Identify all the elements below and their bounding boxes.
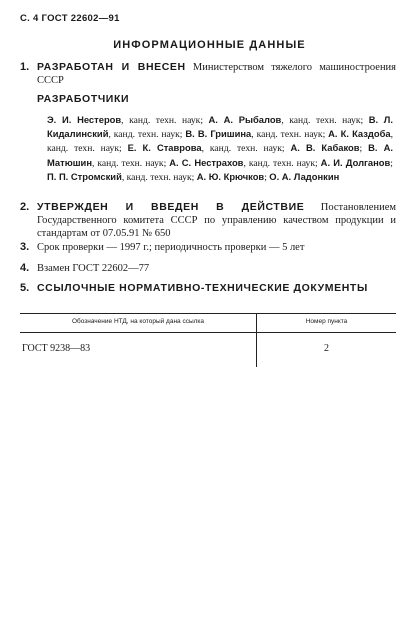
author-name: А. К. Каздоба — [328, 128, 391, 140]
section-4-text: Взамен ГОСТ 22602—77 — [37, 263, 150, 274]
reference-table — [20, 313, 396, 367]
section-3-number: 3. — [20, 241, 30, 253]
author-entry: В. А. Матюшин, канд. техн. наук; — [47, 142, 393, 169]
author-name: В. Л. Кидалинский — [47, 114, 393, 140]
section-5-heading: ССЫЛОЧНЫЕ НОРМАТИВНО-ТЕХНИЧЕСКИЕ ДОКУМЕНТЫ — [37, 282, 368, 294]
author-entry: А. Ю. Крючков; — [196, 170, 270, 183]
header-clause-number: Номер пункта — [257, 314, 397, 333]
author-title: канд. техн. наук — [129, 115, 201, 126]
author-entry — [269, 172, 339, 183]
section-1-heading: РАЗРАБОТАН И ВНЕСЕН — [37, 61, 186, 73]
section-5 — [20, 282, 396, 295]
section-1-text: Министерством тяжелого машиностроения СССР — [37, 62, 397, 86]
author-title: канд. техн. наук — [113, 129, 180, 141]
author-entry: А. А. Рыбалов, канд. техн. наук; — [208, 114, 369, 126]
author-title: канд. техн. наук — [47, 143, 119, 155]
author-name: А. И. Долганов — [320, 156, 391, 168]
author-entry: А. К. Каздоба, канд. техн. наук; — [47, 128, 393, 155]
author-title: канд. техн. наук — [248, 157, 316, 169]
reference-table-header — [20, 314, 396, 333]
author-name: Э. И. Нестеров — [47, 114, 122, 125]
author-name: П. П. Стромский — [47, 170, 122, 182]
author-name: А. С. Нестрахов — [169, 156, 244, 168]
author-entry: В. В. Гришина, канд. техн. наук; — [185, 128, 329, 141]
table-row — [20, 333, 396, 368]
author-title: канд. техн. наук — [209, 143, 282, 155]
section-5-number: 5. — [20, 282, 30, 294]
author-entry: П. П. Стромский, канд. техн. наук; — [47, 170, 197, 183]
author-name: А. А. Рыбалов — [208, 114, 282, 125]
section-2-heading: УТВЕРЖДЕН И ВВЕДЕН В ДЕЙСТВИЕ — [37, 201, 305, 213]
section-3-text: Срок проверки — 1997 г.; периодичность проверки — 5 лет — [37, 242, 305, 253]
author-name: О. А. Ладонкин — [269, 170, 340, 182]
author-entry: А. И. Долганов; — [320, 156, 393, 169]
author-title: канд. техн. наук — [126, 171, 192, 183]
author-entry: А. В. Кабаков; — [290, 142, 369, 155]
section-3 — [20, 241, 396, 254]
authors-list — [47, 113, 393, 184]
section-2 — [20, 201, 396, 240]
running-head: С. 4 ГОСТ 22602—91 — [20, 13, 120, 24]
section-4-number: 4. — [20, 262, 30, 274]
author-name: Е. К. Ставрова — [127, 142, 202, 154]
author-name: В. В. Гришина — [185, 128, 252, 140]
clause-number-cell: 2 — [324, 343, 329, 354]
section-1 — [20, 61, 396, 87]
author-name: В. А. Матюшин — [47, 142, 393, 168]
author-entry: А. С. Нестрахов, канд. техн. наук; — [169, 156, 321, 169]
document-title: ИНФОРМАЦИОННЫЕ ДАННЫЕ — [113, 39, 306, 51]
section-1-number: 1. — [20, 61, 30, 73]
author-title: канд. техн. наук — [256, 129, 323, 141]
author-entry: В. Л. Кидалинский, канд. техн. наук; — [47, 114, 393, 141]
author-name: А. Ю. Крючков — [196, 170, 265, 182]
section-4 — [20, 262, 396, 275]
ntd-designation-cell: ГОСТ 9238—83 — [20, 333, 257, 368]
header-ntd-designation: Обозначение НТД, на который дана ссылка — [20, 314, 257, 333]
author-title: канд. техн. наук — [289, 115, 361, 126]
author-entry: Е. К. Ставрова, канд. техн. наук; — [127, 142, 291, 155]
author-name: А. В. Кабаков — [290, 142, 360, 154]
section-2-number: 2. — [20, 201, 30, 213]
author-title: канд. техн. наук — [97, 157, 164, 169]
developers-heading: РАЗРАБОТЧИКИ — [37, 93, 130, 105]
author-entry: Э. И. Нестеров, канд. техн. наук; — [47, 114, 209, 126]
section-2-text: Постановлением Государственного комитета СССР по управлению качеством продукции и стандартам от 07.05.91 № 650 — [37, 202, 396, 239]
